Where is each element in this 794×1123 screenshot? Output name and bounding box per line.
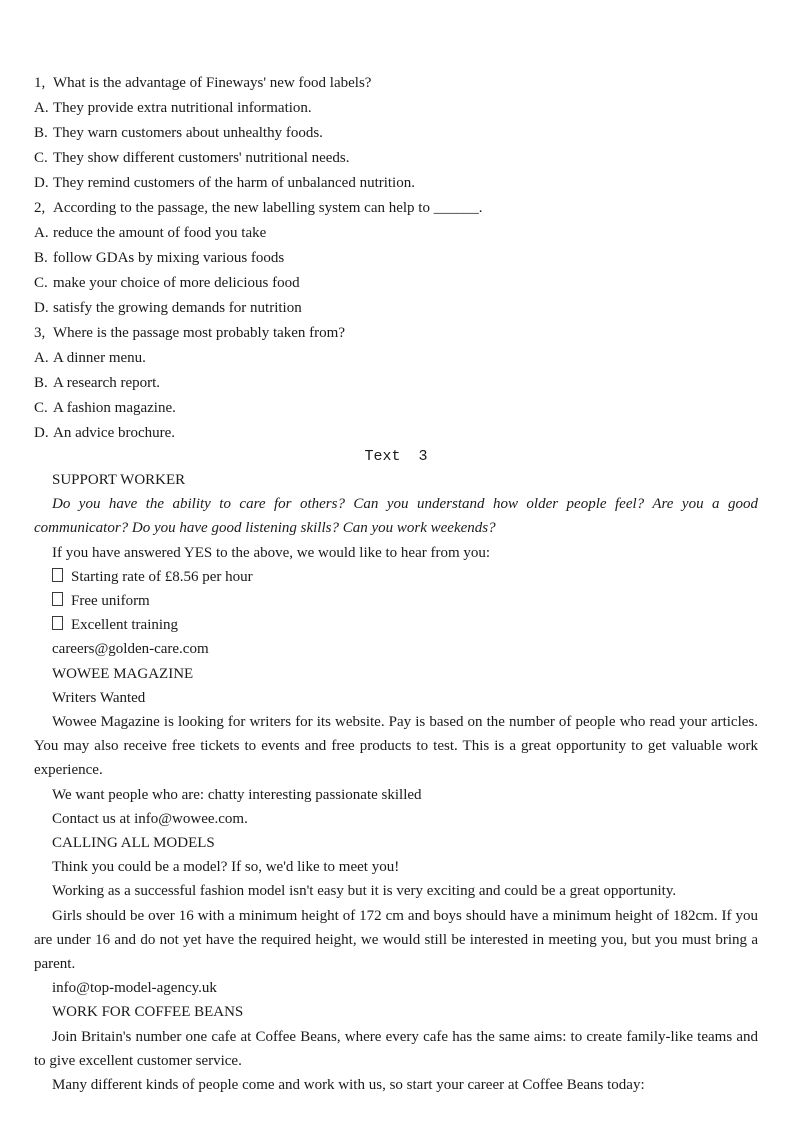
ad-body-models: Girls should be over 16 with a minimum height of 172 cm and boys should have a minimum height of 182cm. If you are under 16 and do not yet have the required height, we would still be interested in meeting you, but you must bring a parent. xyxy=(34,907,758,973)
option-letter: A. xyxy=(34,100,49,116)
email-text: Contact us at info@wowee.com. xyxy=(52,810,248,827)
question-prompt xyxy=(34,196,758,221)
email-text: info@top-model-agency.uk xyxy=(52,980,217,997)
ad-line-we-want: We want people who are: chatty interesting passionate skilled xyxy=(52,786,422,803)
option-text: They remind customers of the harm of unbalanced nutrition. xyxy=(53,175,415,191)
bullet-text: Free uniform xyxy=(71,593,150,610)
option-letter: A. xyxy=(34,350,49,366)
option-letter: D. xyxy=(34,425,49,441)
option-letter: B. xyxy=(34,250,48,266)
option-text: make your choice of more delicious food xyxy=(53,275,300,291)
answer-option xyxy=(34,171,758,196)
option-text: satisfy the growing demands for nutrition xyxy=(53,300,302,316)
bullet-text: Starting rate of £8.56 per hour xyxy=(71,568,253,585)
question-text: According to the passage, the new labelling system can help to ______. xyxy=(53,200,483,216)
ad-line-answered-yes: If you have answered YES to the above, we would like to hear from you: xyxy=(52,544,491,561)
option-letter: C. xyxy=(34,275,48,291)
email-text: careers@golden-care.com xyxy=(52,641,209,658)
ad-intro-italic: Do you have the ability to care for others? Can you understand how older people feel? Are you a good communicator? Do you have good listening skills? Can you work weekends? xyxy=(34,496,758,537)
answer-option xyxy=(34,121,758,146)
question-text: What is the advantage of Fineways' new food labels? xyxy=(53,75,372,91)
bullet-text: Excellent training xyxy=(71,617,179,634)
answer-option xyxy=(34,296,758,321)
question-prompt xyxy=(34,321,758,346)
answer-option xyxy=(34,396,758,421)
option-letter: C. xyxy=(34,400,48,416)
option-letter: A. xyxy=(34,225,49,241)
ad-line-working-model: Working as a successful fashion model isn't easy but it is very exciting and could be a great opportunity. xyxy=(52,883,677,900)
answer-option xyxy=(34,271,758,296)
question-number: 1, xyxy=(34,75,46,91)
answer-option xyxy=(34,371,758,396)
checkbox-icon xyxy=(52,616,63,630)
text3-heading: Text 3 xyxy=(364,448,428,465)
answer-option xyxy=(34,221,758,246)
option-text: A research report. xyxy=(53,375,161,391)
question-number: 2, xyxy=(34,200,46,216)
ad-title-wowee: WOWEE MAGAZINE xyxy=(52,665,194,682)
option-letter: D. xyxy=(34,175,49,191)
option-letter: D. xyxy=(34,300,49,316)
text3-section xyxy=(34,468,758,1097)
ad-subtitle-writers-wanted: Writers Wanted xyxy=(52,689,146,706)
option-text: They provide extra nutritional information. xyxy=(53,100,312,116)
question-prompt xyxy=(34,71,758,96)
ad-title-models: CALLING ALL MODELS xyxy=(52,835,215,852)
option-letter: C. xyxy=(34,150,48,166)
bullet-item xyxy=(34,613,758,637)
answer-option xyxy=(34,346,758,371)
answer-option xyxy=(34,146,758,171)
ad-line-think-model: Think you could be a model? If so, we'd like to meet you! xyxy=(52,859,400,876)
ad-body-wowee: Wowee Magazine is looking for writers for its website. Pay is based on the number of people who read your articles. You may also receive free tickets to events and free products to test. This is a great opportunity to get valuable work experience. xyxy=(34,714,758,779)
checkbox-icon xyxy=(52,592,63,606)
ad-title-coffee-beans: WORK FOR COFFEE BEANS xyxy=(52,1004,244,1021)
option-letter: B. xyxy=(34,375,48,391)
question-number: 3, xyxy=(34,325,46,341)
ad-title-support-worker: SUPPORT WORKER xyxy=(52,472,186,488)
answer-option xyxy=(34,246,758,271)
option-text: They show different customers' nutritional needs. xyxy=(53,150,350,166)
option-letter: B. xyxy=(34,125,48,141)
answer-option xyxy=(34,421,758,446)
bullet-item xyxy=(34,589,758,613)
option-text: reduce the amount of food you take xyxy=(53,225,267,241)
questions-section xyxy=(34,71,758,446)
option-text: They warn customers about unhealthy foods. xyxy=(53,125,323,141)
question-text: Where is the passage most probably taken from? xyxy=(53,325,345,341)
ad-body-coffee-beans: Join Britain's number one cafe at Coffee Beans, where every cafe has the same aims: to create family-like teams and to give excellent customer service. xyxy=(34,1028,758,1069)
option-text: A fashion magazine. xyxy=(53,400,176,416)
option-text: follow GDAs by mixing various foods xyxy=(53,250,285,266)
option-text: A dinner menu. xyxy=(53,350,146,366)
bullet-item xyxy=(34,565,758,589)
answer-option xyxy=(34,96,758,121)
ad-line-many-people: Many different kinds of people come and work with us, so start your career at Coffee Beans today: xyxy=(52,1077,645,1094)
option-text: An advice brochure. xyxy=(53,425,176,441)
checkbox-icon xyxy=(52,568,63,582)
